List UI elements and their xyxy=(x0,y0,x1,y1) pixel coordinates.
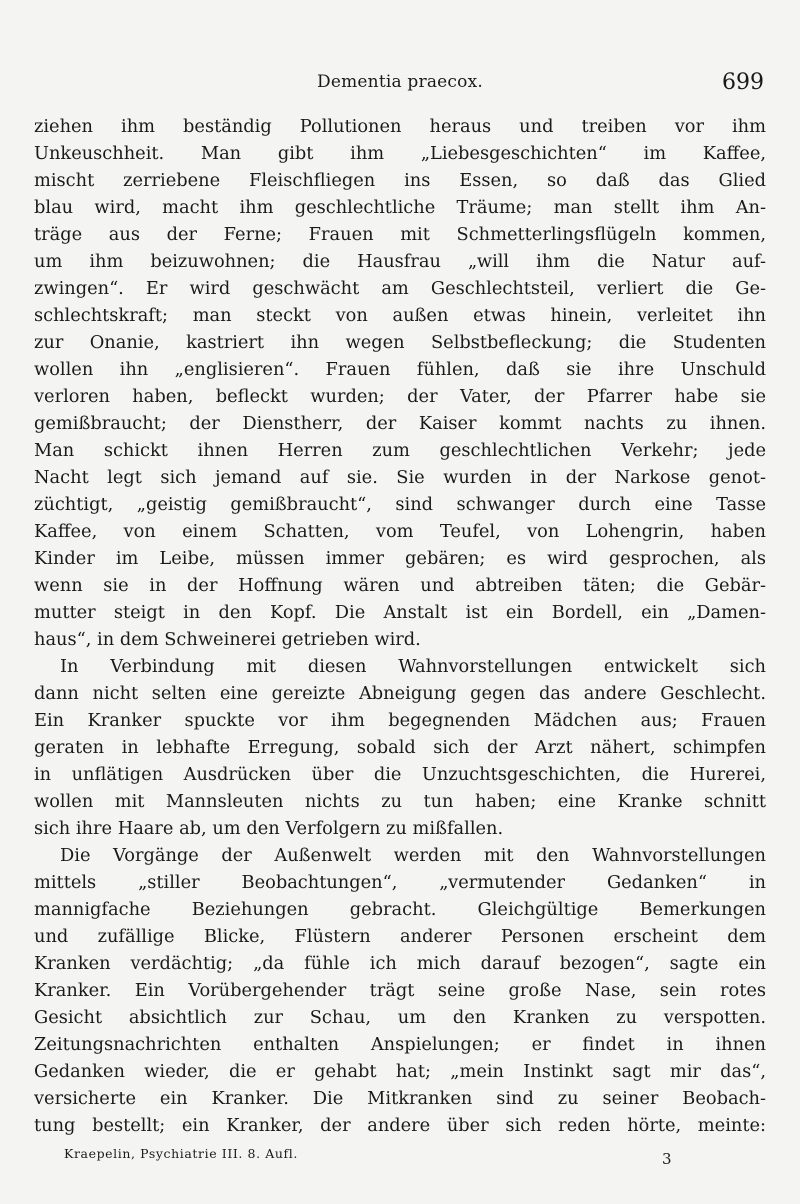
text-line: gemißbraucht; der Dienstherr, der Kaiser kommt nachts zu ihnen. xyxy=(34,413,766,434)
text-line: tung bestellt; ein Kranker, der andere über sich reden hörte, meinte: xyxy=(34,1115,766,1136)
text-line: Gedanken wieder, die er gehabt hat; „mein Instinkt sagt mir das“, xyxy=(34,1061,766,1082)
text-line: wollen ihn „englisieren“. Frauen fühlen, daß sie ihre Unschuld xyxy=(34,359,766,380)
text-line: zur Onanie, kastriert ihn wegen Selbstbefleckung; die Studenten xyxy=(34,332,766,353)
text-line: Ein Kranker spuckte vor ihm begegnenden Mädchen aus; Frauen xyxy=(34,710,766,731)
text-line: dann nicht selten eine gereizte Abneigung gegen das andere Geschlecht. xyxy=(34,683,766,704)
text-line: Kaffee, von einem Schatten, vom Teufel, von Lohengrin, haben xyxy=(34,521,766,542)
text-line: Die Vorgänge der Außenwelt werden mit den Wahnvorstellungen xyxy=(60,845,766,866)
text-line: blau wird, macht ihm geschlechtliche Träume; man stellt ihm An- xyxy=(34,197,766,218)
text-line: züchtigt, „geistig gemißbraucht“, sind schwanger durch eine Tasse xyxy=(34,494,766,515)
text-line: mittels „stiller Beobachtungen“, „vermutender Gedanken“ in xyxy=(34,872,766,893)
text-line: Kranker. Ein Vorübergehender trägt seine große Nase, sein rotes xyxy=(34,980,766,1001)
text-line: geraten in lebhafte Erregung, sobald sich der Arzt nähert, schimpfen xyxy=(34,737,766,758)
body-text xyxy=(34,113,766,1139)
text-line: Man schickt ihnen Herren zum geschlechtlichen Verkehr; jede xyxy=(34,440,766,461)
footer-sheet-number: 3 xyxy=(662,1150,672,1168)
text-line: zwingen“. Er wird geschwächt am Geschlechtsteil, verliert die Ge- xyxy=(34,278,766,299)
text-line: versicherte ein Kranker. Die Mitkranken sind zu seiner Beobach- xyxy=(34,1088,766,1109)
page-number: 699 xyxy=(722,70,764,95)
text-line: und zufällige Blicke, Flüstern anderer Personen erscheint dem xyxy=(34,926,766,947)
text-line: mischt zerriebene Fleischfliegen ins Essen, so daß das Glied xyxy=(34,170,766,191)
text-line: Gesicht absichtlich zur Schau, um den Kranken zu verspotten. xyxy=(34,1007,766,1028)
text-line: Unkeuschheit. Man gibt ihm „Liebesgeschichten“ im Kaffee, xyxy=(34,143,766,164)
text-line: haus“, in dem Schweinerei getrieben wird. xyxy=(34,629,421,650)
text-line: träge aus der Ferne; Frauen mit Schmetterlingsflügeln kommen, xyxy=(34,224,766,245)
text-line: mannigfache Beziehungen gebracht. Gleichgültige Bemerkungen xyxy=(34,899,766,920)
text-line: Kinder im Leibe, müssen immer gebären; es wird gesprochen, als xyxy=(34,548,766,569)
text-line: um ihm beizuwohnen; die Hausfrau „will ihm die Natur auf- xyxy=(34,251,766,272)
text-line: Kranken verdächtig; „da fühle ich mich darauf bezogen“, sagte ein xyxy=(34,953,766,974)
text-line: wenn sie in der Hoffnung wären und abtreiben täten; die Gebär- xyxy=(34,575,766,596)
running-title: Dementia praecox. xyxy=(317,72,483,92)
text-line: ziehen ihm beständig Pollutionen heraus und treiben vor ihm xyxy=(34,116,766,137)
text-line: in unflätigen Ausdrücken über die Unzuchtsgeschichten, die Hurerei, xyxy=(34,764,766,785)
footer-signature: Kraepelin, Psychiatrie III. 8. Aufl. xyxy=(64,1146,298,1161)
text-line: In Verbindung mit diesen Wahnvorstellungen entwickelt sich xyxy=(60,656,766,677)
text-line: mutter steigt in den Kopf. Die Anstalt ist ein Bordell, ein „Damen- xyxy=(34,602,766,623)
text-line: sich ihre Haare ab, um den Verfolgern zu mißfallen. xyxy=(34,818,504,839)
text-line: verloren haben, befleckt wurden; der Vater, der Pfarrer habe sie xyxy=(34,386,766,407)
text-line: Zeitungsnachrichten enthalten Anspielungen; er findet in ihnen xyxy=(34,1034,766,1055)
text-line: schlechtskraft; man steckt von außen etwas hinein, verleitet ihn xyxy=(34,305,766,326)
text-line: Nacht legt sich jemand auf sie. Sie wurden in der Narkose genot- xyxy=(34,467,766,488)
text-line: wollen mit Mannsleuten nichts zu tun haben; eine Kranke schnitt xyxy=(34,791,766,812)
